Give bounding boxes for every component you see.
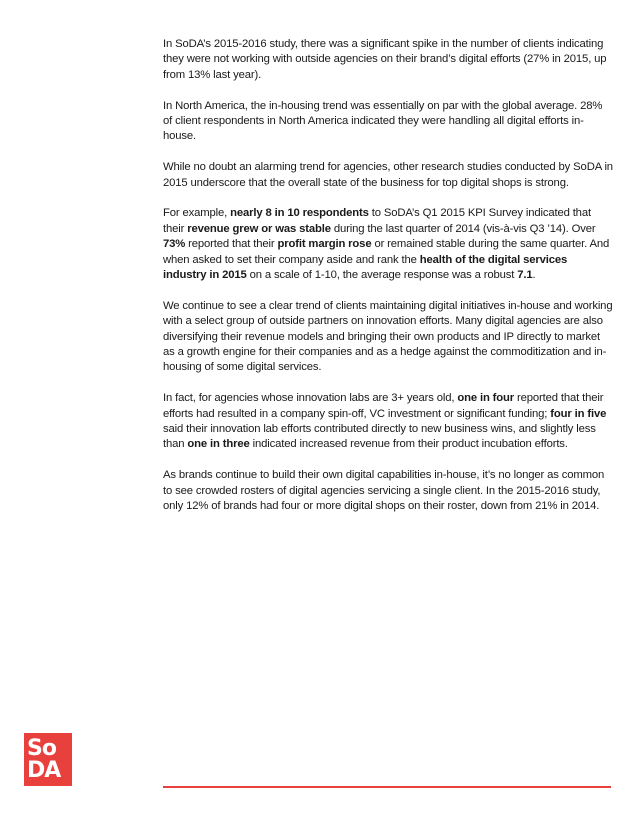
logo-line-1: So [27, 735, 56, 761]
text-run: reported that their efforts had resulted in a company spin-off, VC investment or significant funding; [163, 392, 604, 420]
soda-logo [24, 733, 72, 786]
bold-run: 73% [163, 238, 186, 251]
text-run: said their innovation lab efforts contributed directly to new business wins, and slightly less than [163, 423, 596, 451]
paragraph-5: We continue to see a clear trend of clients maintaining digital initiatives in-house and working with a select group of outside partners on innovation efforts. Many digital agencies are also diversifying their revenue models and bringing their own products and IP directly to market as a growth engine for their companies and as a hedge against the commoditization and in-housing of some digital services. [163, 299, 613, 374]
text-run: on a scale of 1-10, the average response was a robust [246, 269, 518, 282]
bold-run: nearly 8 in 10 respondents [230, 207, 369, 220]
bold-run: one in four [457, 392, 515, 405]
bold-run: four in five [550, 407, 607, 420]
text-run: or remained stable during the same quarter. And when asked to set their company aside and rank the [163, 238, 610, 266]
bold-run: health of the digital services industry in 2015 [163, 253, 568, 282]
bold-run: profit margin rose [277, 238, 372, 251]
text-run: In fact, for agencies whose innovation labs are 3+ years old, [163, 392, 458, 405]
text-run: reported that their [185, 238, 278, 251]
paragraph-2: In North America, the in-housing trend was essentially on par with the global average. 28% of client respondents in North America indicated they were handling all digital efforts in-house. [163, 99, 603, 143]
text-run: during the last quarter of 2014 (vis-à-vis Q3 ’14). Over [330, 222, 596, 235]
text-run: For example, [163, 207, 231, 220]
document-body [163, 37, 613, 530]
text-run: indicated increased revenue from their product incubation efforts. [249, 438, 568, 451]
bold-run: 7.1 [517, 269, 533, 282]
bold-run: one in three [187, 438, 250, 451]
text-run: . [532, 269, 536, 282]
text-run: to SoDA’s Q1 2015 KPI Survey indicated that their [163, 207, 591, 235]
paragraph-6 [163, 391, 613, 453]
bold-run: revenue grew or was stable [187, 222, 331, 235]
footer-rule [163, 786, 611, 788]
logo-line-2: DA [27, 757, 61, 783]
paragraph-4 [163, 206, 613, 283]
paragraph-3: While no doubt an alarming trend for agencies, other research studies conducted by SoDA in 2015 underscore that the overall state of the business for top digital shops is strong. [163, 161, 613, 189]
paragraph-1: In SoDA’s 2015-2016 study, there was a significant spike in the number of clients indicating they were not working with outside agencies on their brand’s digital efforts (27% in 2015, up from 13% last year). [163, 38, 607, 81]
paragraph-7: As brands continue to build their own digital capabilities in-house, it’s no longer as common to see crowded rosters of digital agencies servicing a single client. In the 2015-2016 study, only 12% of brands had four or more digital shops on their roster, down from 21% in 2014. [163, 469, 605, 513]
